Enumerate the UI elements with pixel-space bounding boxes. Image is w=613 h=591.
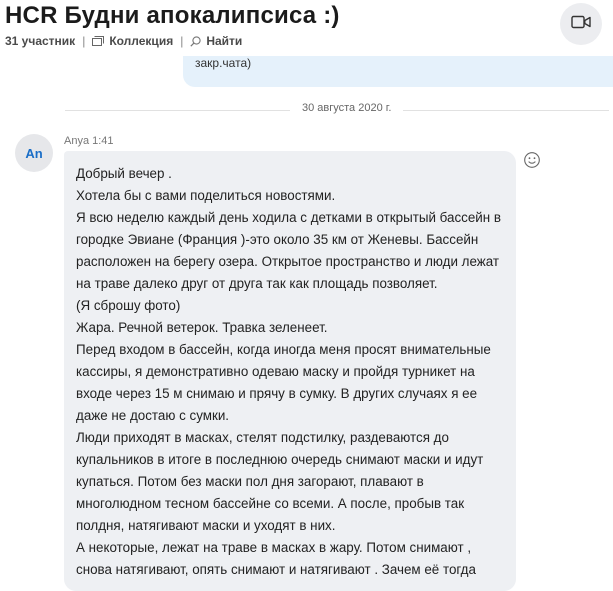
video-call-button[interactable] [560, 3, 602, 45]
collection-label: Коллекция [109, 34, 174, 48]
message-line: Хотела бы с вами поделиться новостями. [76, 188, 336, 203]
message-bubble[interactable] [64, 151, 516, 591]
chat-title: HCR Будни апокалипсиса :) [5, 2, 340, 29]
message-list[interactable] [0, 56, 609, 579]
collection-link[interactable] [92, 34, 173, 48]
message-line: Я всю неделю каждый день ходила с детками в открытый бассейн в [76, 210, 502, 225]
message-line: Люди приходят в масках, стелят подстилку, раздеваются до [76, 430, 449, 445]
message-line: Жара. Речной ветерок. Травка зеленеет. [76, 320, 328, 335]
message-line: даже не достаю с сумки. [76, 408, 230, 423]
collection-icon [92, 36, 104, 47]
find-link[interactable] [190, 34, 242, 48]
previous-message-text: закр.чата) [195, 56, 252, 70]
message-line: Добрый вечер . [76, 166, 172, 181]
message-line: купаться. Потом без маски пол дня загорают, плавают в [76, 474, 424, 489]
message-line: полдня, натягивают маски и уходят в них. [76, 518, 336, 533]
video-camera-icon [571, 15, 591, 34]
message-line: входе через 15 м снимаю и прячу в сумку. В других случаях я ее [76, 386, 478, 401]
message-sender-time: Anya 1:41 [64, 135, 114, 147]
message-line: снова натягивают, опять снимают и натягивают . Зачем её тогда [76, 562, 476, 577]
chat-meta-bar [5, 34, 242, 48]
message-line: купальников в итоге в последнюю очередь снимают маски и идут [76, 452, 484, 467]
message-line: (Я сброшу фото) [76, 298, 181, 313]
message-line: Перед входом в бассейн, когда иногда меня просят внимательные [76, 342, 491, 357]
message-line: многолюдном тесном бассейне со всеми. А после, пробыв так [76, 496, 465, 511]
previous-message-bubble [183, 56, 613, 87]
message-line: на траве далеко друг от друга так как площадь позволяет. [76, 276, 438, 291]
date-divider-label: 30 августа 2020 г. [290, 102, 403, 114]
meta-separator: | [180, 34, 184, 48]
search-icon [190, 36, 201, 47]
meta-separator: | [82, 34, 86, 48]
avatar[interactable]: An [15, 134, 53, 172]
message-line: расположен на берегу озера. Открытое пространство и люди лежат [76, 254, 499, 269]
find-label: Найти [206, 34, 243, 48]
emoji-reaction-icon [523, 156, 541, 173]
message-line: А некоторые, лежат на траве в масках в жару. Потом снимают , [76, 540, 472, 555]
add-reaction-button[interactable] [523, 151, 541, 169]
message-line: городке Эвиане (Франция )-это около 35 км от Женевы. Бассейн [76, 232, 479, 247]
message-line: кассиры, я демонстративно одеваю маску и пройдя турникет на [76, 364, 475, 379]
participants-count[interactable]: 31 участник [5, 34, 76, 48]
